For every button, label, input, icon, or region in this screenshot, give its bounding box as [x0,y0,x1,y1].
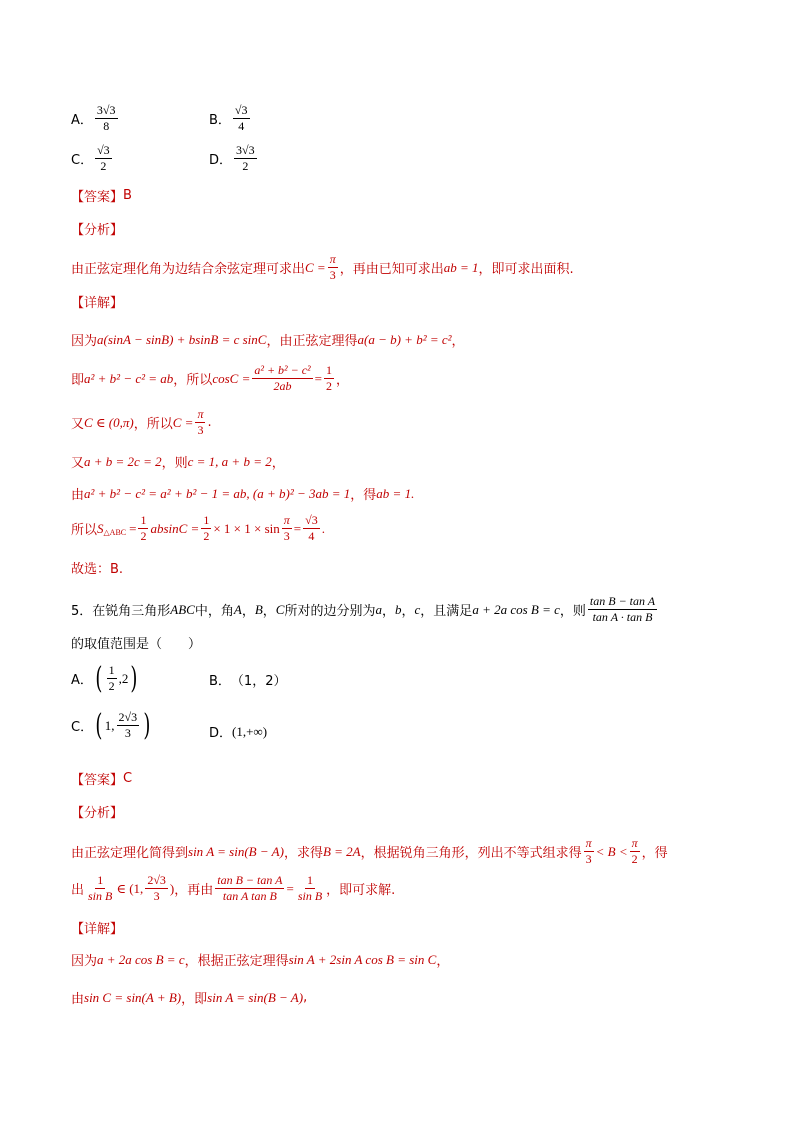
q4-option-a [71,103,120,134]
q4-detail-line-3: 又 C ∈ (0,π) ，所以 C = $\frac{\pi}{3}$ . [71,407,212,437]
q5-analysis-line-2: 出 $\frac{1}{\text{sin B}}$ ∈ (1, $\frac{2√3}{3}$ ) ，再由 $\frac{\text{tan B − tan A}}{\text{tan A tan B}}$ = $\frac{1}{\text{sin B}}$ ，即可求解. [71,873,396,903]
q4-detail-tag: 【详解】 [71,296,124,311]
fraction: $\frac{3√3}{8}$ [96,103,116,133]
q5-answer: 【答案】 C [71,771,133,788]
answer-value: B [123,188,132,203]
q5-option-c: C． ( 1, $\frac{2√3}{3}$ ) [71,707,151,743]
q5-detail-tag: 【详解】 [71,922,124,937]
q4-analysis-tag: 【分析】 [71,223,124,238]
q4-detail-line-2: 即 a² + b² − c² = ab ，所以 cosC = $\frac{\text{a² + b² − c²}}{2ab}$ = $\frac{1}{2}$ ， [71,363,350,393]
q4-analysis-line: 由正弦定理化角为边结合余弦定理可求出 C = $\frac{\pi}{3}$ ，再由已知可求出 ab = 1 ，即可求出面积. [71,252,574,282]
q4-option-b: B． $\frac{√3}{4}$ [209,103,248,133]
q4-option-c: C． $\frac{√3}{2}$ [71,143,110,173]
q4-choice: 故选：B. [71,562,124,577]
q4-detail-line-4: 又 a + b = 2c = 2 ，则 c = 1, a + b = 2 ， [71,453,285,471]
q5-detail-line-2: 由 sin C = sin(A + B) ，即 sin A = sin(B − A) , [71,989,308,1007]
q4-detail-line-6: 所以 S △ABC = $\frac{1}{2}$ absinC = $\frac{1}{2}$ × 1 × 1 × sin $\frac{\pi}{3}$ = $\frac{√3}{4}$ . [71,513,325,543]
q5-option-b: B． （1，2） [209,674,287,689]
q5-detail-line-1: 因为 a + 2a cos B = c ，根据正弦定理得 sin A + 2sin A cos B = sin C ， [71,951,450,969]
q5-analysis-tag: 【分析】 [71,806,124,821]
q4-answer [71,186,132,205]
q5-stem-line-2: 的取值范围是（ ） [71,637,202,652]
option-label: A． [71,113,93,128]
q5-option-a: A． ( $\frac{1}{2}$ ,2 ) [71,660,138,696]
q4-option-d: D． $\frac{3√3}{2}$ [209,143,255,173]
answer-tag: 【答案】 [71,190,124,205]
q5-analysis-line-1: 由正弦定理化简得到 sin A = sin(B − A) ，求得 B = 2A ，根据锐角三角形，列出不等式组求得 $\frac{\pi}{3}$ < B < $\frac{\pi}{2}$ ，得 [71,836,668,866]
q4-detail-line-5: 由 a² + b² − c² = a² + b² − 1 = ab, (a + b)² − 3ab = 1 ，得 ab = 1. [71,485,415,503]
q5-option-d: D． (1,+∞) [209,723,268,741]
q5-stem-line-1: 5．在锐角三角形 ABC 中，角 A ， B ， C 所对的边分别为 a ， b ， c ，且满足 a + 2a cos B = c ，则 $\frac{\text{tan B − tan A}}{\text{tan A · tan B}}$ [71,594,656,624]
q4-detail-line-1: 因为 a(sinA − sinB) + bsinB = c sinC ，由正弦定理得 a(a − b) + b² = c² ， [71,331,465,349]
